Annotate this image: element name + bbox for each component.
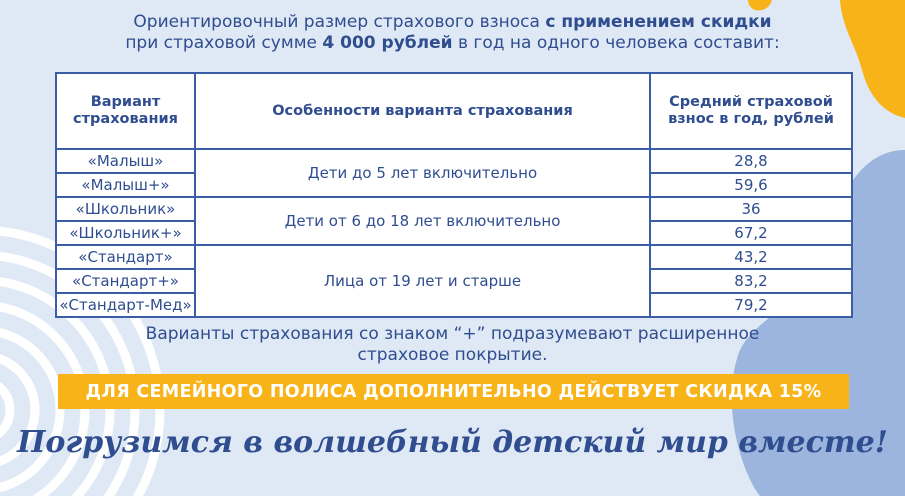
intro-line-2-before: при страховой сумме (125, 33, 317, 53)
premium-cell: 43,2 (650, 245, 852, 269)
variant-cell: «Стандарт» (56, 245, 195, 269)
intro-discount-emphasis: с применением скидки (545, 12, 772, 32)
intro-line-1-text: Ориентировочный размер страхового взноса (133, 12, 540, 32)
header-variant: Вариант страхования (56, 73, 195, 149)
feature-cell: Дети от 6 до 18 лет включительно (195, 197, 650, 245)
note-line-1: Варианты страхования со знаком “+” подразумевают расширенное (145, 324, 760, 344)
premium-cell: 67,2 (650, 221, 852, 245)
note-line-2: страховое покрытие. (357, 345, 548, 365)
intro-line-2-after: в год на одного человека составит: (457, 33, 780, 53)
variant-cell: «Стандарт-Мед» (56, 293, 195, 317)
header-features: Особенности варианта страхования (195, 73, 650, 149)
table-row (56, 149, 852, 173)
family-discount-banner (58, 374, 849, 409)
premium-cell: 36 (650, 197, 852, 221)
intro-text (0, 12, 905, 54)
premium-cell: 83,2 (650, 269, 852, 293)
variant-cell: «Малыш» (56, 149, 195, 173)
intro-sum-emphasis: 4 000 рублей (322, 33, 453, 53)
feature-cell: Лица от 19 лет и старше (195, 245, 650, 317)
intro-line-2 (0, 33, 905, 54)
plus-variants-note (0, 324, 905, 366)
table-row (56, 197, 852, 221)
variant-cell: «Малыш+» (56, 173, 195, 197)
variant-cell: «Школьник+» (56, 221, 195, 245)
premium-cell: 79,2 (650, 293, 852, 317)
feature-cell: Дети до 5 лет включительно (195, 149, 650, 197)
tariff-table (55, 72, 853, 318)
header-premium: Средний страховой взнос в год, рублей (650, 73, 852, 149)
intro-line-1 (0, 12, 905, 33)
table-header-row (56, 73, 852, 149)
slogan: Погрузимся в волшебный детский мир вместе! (17, 425, 888, 460)
variant-cell: «Школьник» (56, 197, 195, 221)
banner-text: ДЛЯ СЕМЕЙНОГО ПОЛИСА ДОПОЛНИТЕЛЬНО ДЕЙСТВУЕТ СКИДКА 15% (85, 381, 822, 402)
variant-cell: «Стандарт+» (56, 269, 195, 293)
premium-cell: 59,6 (650, 173, 852, 197)
table-row (56, 245, 852, 269)
premium-cell: 28,8 (650, 149, 852, 173)
